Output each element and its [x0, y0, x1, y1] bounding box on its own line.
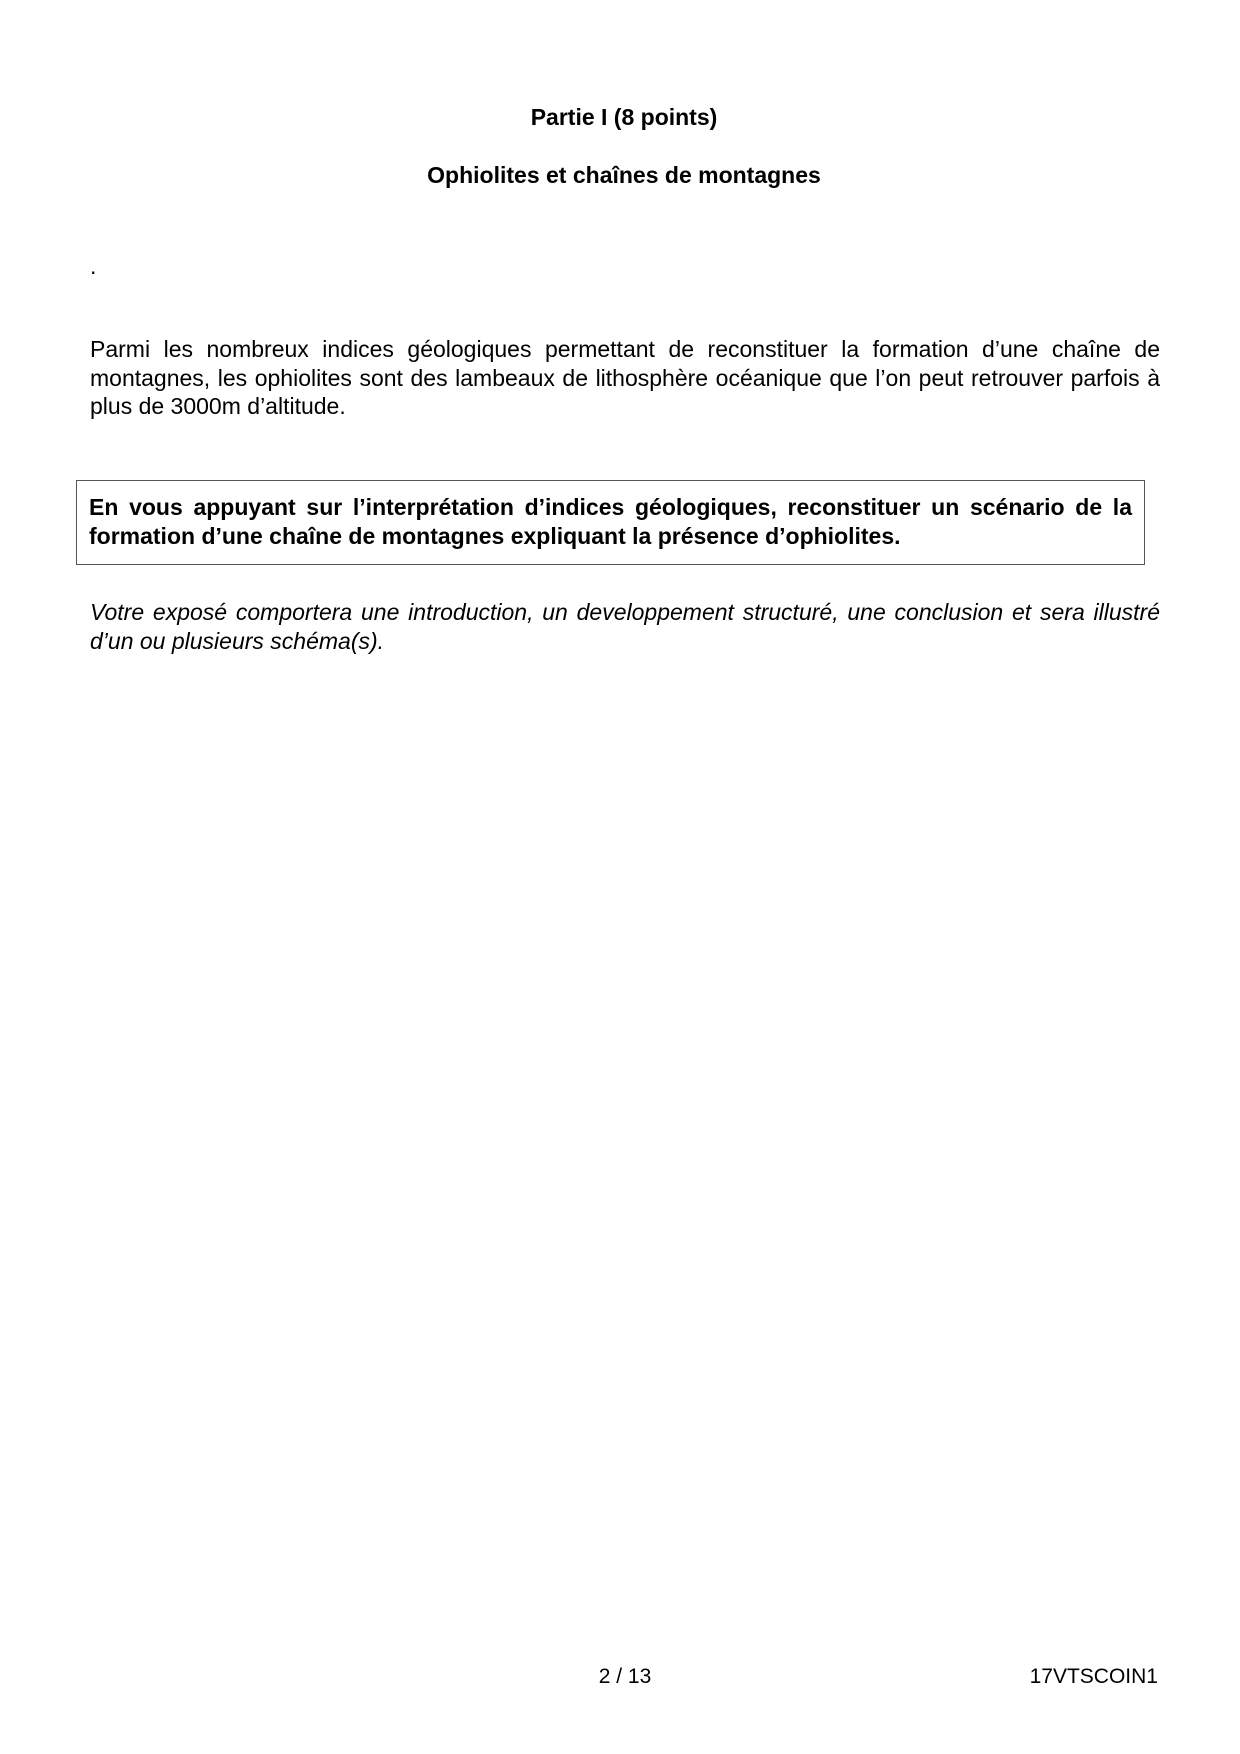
page-number: 2 / 13: [598, 1665, 652, 1688]
task-box: [76, 480, 1145, 565]
task-statement: En vous appuyant sur l’interprétation d’indices géologiques, reconstituer un scénario de la formation d’une chaîne de montagnes expliquant la présence d’ophiolites.: [89, 494, 1132, 549]
theme-title: Ophiolites et chaînes de montagnes: [427, 162, 821, 188]
instructions-paragraph: Votre exposé comportera une introduction, un developpement structuré, une conclusion et sera illustré d’un ou plusieurs schéma(s).: [90, 599, 1160, 654]
stray-dot: .: [90, 253, 97, 279]
intro-paragraph: Parmi les nombreux indices géologiques permettant de reconstituer la formation d’une chaîne de montagnes, les ophiolites sont des lambeaux de lithosphère océanique que l’on peut retrouver parfois à plus de 3000m d’altitude.: [90, 336, 1160, 419]
document-code: 17VTSCOIN1: [1029, 1665, 1158, 1688]
part-title: Partie I (8 points): [530, 104, 718, 130]
